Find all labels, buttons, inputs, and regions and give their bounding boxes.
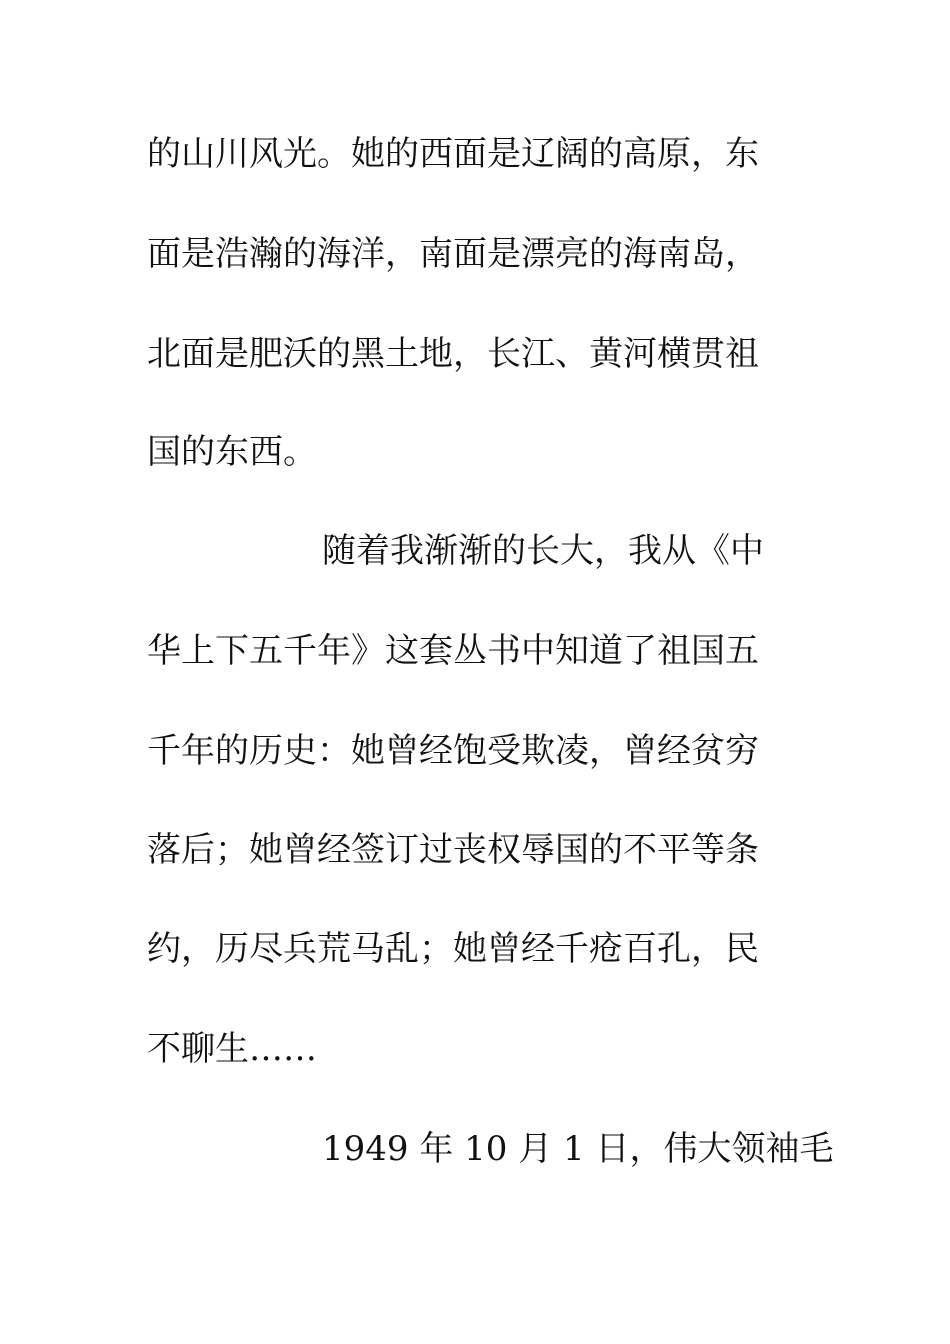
text-line: 约，历尽兵荒马乱；她曾经千疮百孔，民 xyxy=(147,929,759,969)
paragraph-start-line: 随着我渐渐的长大，我从《中 xyxy=(322,531,764,571)
text-line: 落后；她曾经签订过丧权辱国的不平等条 xyxy=(147,830,759,870)
text-line: 北面是肥沃的黑土地，长江、黄河横贯祖 xyxy=(147,334,759,374)
text-line: 千年的历史：她曾经饱受欺凌，曾经贫穷 xyxy=(147,731,759,771)
text-line: 面是浩瀚的海洋，南面是漂亮的海南岛， xyxy=(147,234,759,274)
text-line: 的山川风光。她的西面是辽阔的高原，东 xyxy=(147,134,759,174)
text-line: 国的东西。 xyxy=(147,432,317,472)
text-line: 华上下五千年》这套丛书中知道了祖国五 xyxy=(147,631,759,671)
paragraph-start-line: 1949 年 10 月 1 日，伟大领袖毛 xyxy=(322,1129,834,1169)
text-line: 不聊生…… xyxy=(147,1029,317,1069)
